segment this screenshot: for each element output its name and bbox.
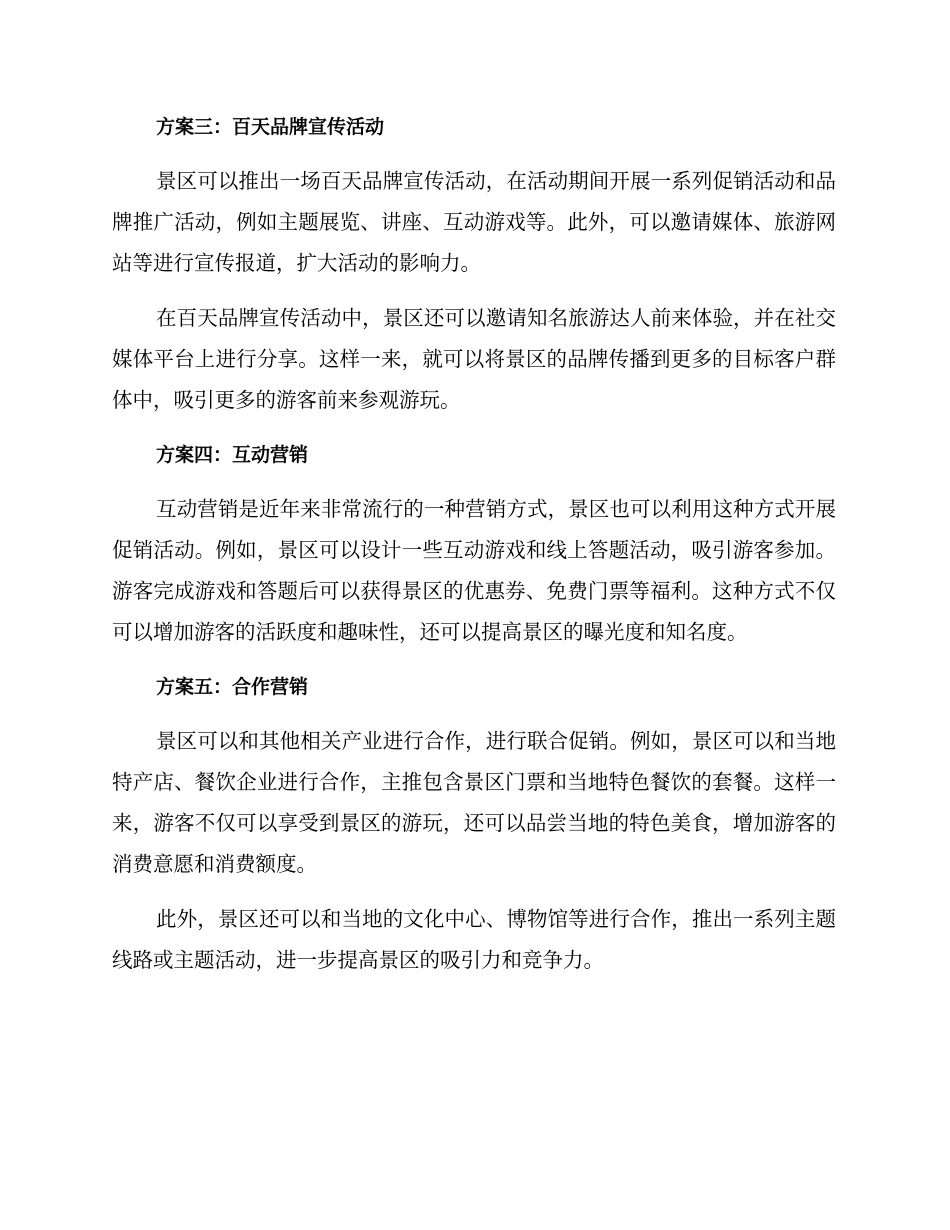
section-plan-four: [112, 435, 836, 667]
section-plan-three: [112, 107, 836, 435]
section-heading: 方案三：百天品牌宣传活动: [156, 116, 385, 138]
paragraph: 在百天品牌宣传活动中，景区还可以邀请知名旅游达人前来体验，并在社交媒体平台上进行分享。这样一来，就可以将景区的品牌传播到更多的目标客户群体中，吸引更多的游客前来参观游玩。: [112, 306, 836, 412]
section-plan-five: [112, 667, 836, 981]
section-heading: 方案五：合作营销: [156, 676, 309, 698]
paragraph: 互动营销是近年来非常流行的一种营销方式，景区也可以利用这种方式开展促销活动。例如，景区可以设计一些互动游戏和线上答题活动，吸引游客参加。游客完成游戏和答题后可以获得景区的优惠券、免费门票等福利。这种方式不仅可以增加游客的活跃度和趣味性，还可以提高景区的曝光度和知名度。: [112, 497, 836, 644]
section-heading: 方案四：互动营销: [156, 444, 309, 466]
document-body: [112, 107, 836, 981]
paragraph: 景区可以推出一场百天品牌宣传活动，在活动期间开展一系列促销活动和品牌推广活动，例如主题展览、讲座、互动游戏等。此外，可以邀请媒体、旅游网站等进行宣传报道，扩大活动的影响力。: [112, 169, 836, 275]
paragraph: 景区可以和其他相关产业进行合作，进行联合促销。例如，景区可以和当地特产店、餐饮企业进行合作，主推包含景区门票和当地特色餐饮的套餐。这样一来，游客不仅可以享受到景区的游玩，还可以品尝当地的特色美食，增加游客的消费意愿和消费额度。: [112, 729, 836, 876]
paragraph: 此外，景区还可以和当地的文化中心、博物馆等进行合作，推出一系列主题线路或主题活动，进一步提高景区的吸引力和竞争力。: [112, 907, 836, 972]
